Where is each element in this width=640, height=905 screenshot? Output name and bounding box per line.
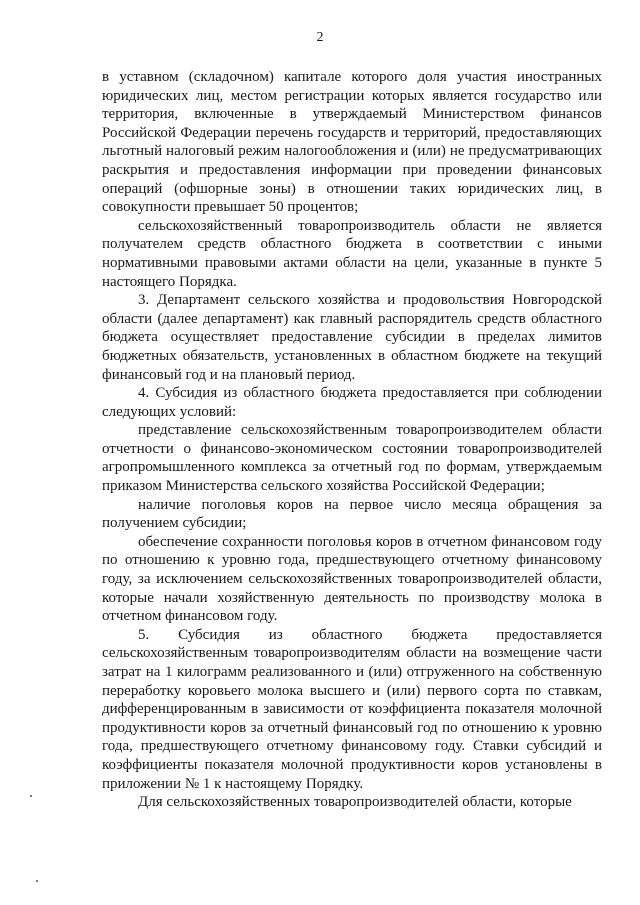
paragraph-for-producers: Для сельскохозяйственных товаропроизводителей области, которые [138,794,572,811]
paragraph-4-conditions: 4. Субсидия из областного бюджета предоставляется при соблюдении следующих условий: [102,385,602,420]
paragraph-5-subsidy: 5. Субсидия из областного бюджета предоставляется сельскохозяйственным товаропроизводителям области на возмещение части затрат на 1 килограмм реализованного и (или) отгруженного на собственную переработку коровьего молока высшего и (или) первого сорта по ставкам, дифференцированным в зависимости от коэффициента показателя молочной продуктивности коров за отчетный финансовый год по отношению к уровню года, предшествующего отчетному финансовому году. Ставки субсидий и коэффициенты показателя молочной продуктивности коров установлены в приложении № 1 к настоящему Порядку. [102,626,602,792]
scan-speck [36,880,38,882]
paragraph-condition-reporting: представление сельскохозяйственным товаропроизводителем области отчетности о финансово-экономическом состоянии товаропроизводителей агропромышленного комплекса за отчетный год по формам, утверждаемым приказом Министерства сельского хозяйства Российской Федерации; [102,422,602,495]
paragraph-condition-herd: наличие поголовья коров на первое число месяца обращения за получением субсидии; [102,496,602,532]
page-number: 2 [316,30,324,45]
scan-speck [30,795,32,797]
paragraph-3-department: 3. Департамент сельского хозяйства и продовольствия Новгородской области (далее департамент) как главный распорядитель средств областного бюджета осуществляет предоставление субсидии в пределах лимитов бюджетных обязательств, установленных в областном бюджете на текущий финансовый год и на плановый период. [102,292,602,383]
paragraph-condition-preservation: обеспечение сохранности поголовья коров в отчетном финансовом году по отношению к уровню года, предшествующего отчетному финансовому году, за исключением сельскохозяйственных товаропроизводителей области, которые начали хозяйственную деятельность по производству молока в отчетном финансовом году. [102,533,602,625]
paragraph-not-recipient: сельскохозяйственный товаропроизводитель области не является получателем средств областного бюджета в соответствии с иными нормативными правовыми актами области на цели, указанные в пункте 5 настоящего Порядка. [102,217,602,290]
document-body [102,68,602,812]
paragraph-offshore-continuation: в уставном (складочном) капитале которого доля участия иностранных юридических лиц, местом регистрации которых является государство или территория, включенные в утверждаемый Министерством финансов Российской Федерации перечень государств и территорий, предоставляющих льготный налоговый режим налогообложения и (или) не предусматривающих раскрытия и предоставления информации при проведении финансовых операций (офшорные зоны) в отношении таких юридических лиц, в совокупности превышает 50 процентов; [102,69,602,216]
